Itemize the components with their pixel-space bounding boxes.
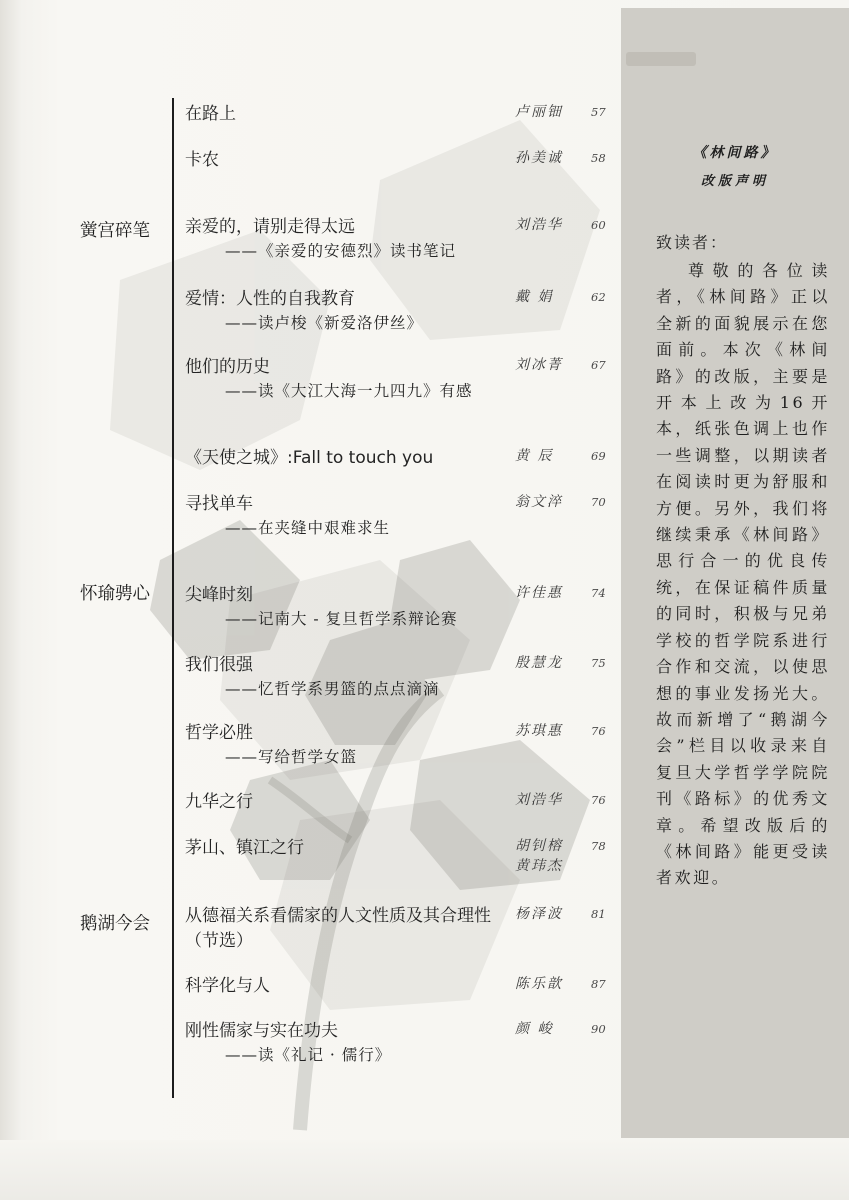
entry-author: 翁文淬 xyxy=(515,494,563,510)
toc-entry[interactable] xyxy=(185,904,615,984)
entry-author: 殷慧龙 xyxy=(515,655,563,671)
entry-author: 胡钊榕 黄玮杰 xyxy=(515,838,563,874)
entry-title: 茅山、镇江之行 xyxy=(185,838,304,858)
entry-subtitle: ——《亲爱的安德烈》读书笔记 xyxy=(225,242,457,260)
entry-author: 戴 娟 xyxy=(515,289,554,305)
entry-title: 他们的历史 xyxy=(185,357,270,377)
notice-body: 尊敬的各位读者，《林间路》正以全新的面貌展示在您面前。本次《林间路》的改版，主要是开本上改为16开本，纸张色调上也作一些调整，以期读者在阅读时更为舒服和方便。另外，我们将继续秉承《林间路》思行合一的优良传统，在保证稿件质量的同时，积极与兄弟学校的哲学院系进行合作和交流，以使思想的事业发扬光大。故而新增了“鹅湖今会”栏目以收录来自复旦大学哲学学院院刊《路标》的优秀文章。希望改版后的《林间路》能更受读者欢迎。 xyxy=(656,261,830,888)
entry-subtitle: ——读《大江大海一九四九》有感 xyxy=(225,382,473,400)
entry-subtitle: ——忆哲学系男篮的点点滴滴 xyxy=(225,680,440,698)
entry-title: 亲爱的，请别走得太远 xyxy=(185,217,355,237)
entry-author: 杨泽波 xyxy=(515,906,563,922)
entry-title: 从德福关系看儒家的人文性质及其合理性（节选） xyxy=(185,906,491,951)
notice-greeting: 致读者： xyxy=(656,233,729,252)
notice-subtitle: 改版声明 xyxy=(700,174,769,189)
entry-page: 69 xyxy=(591,449,606,463)
notice-title: 《林间路》 xyxy=(692,145,778,161)
entry-subtitle: ——在夹缝中艰难求生 xyxy=(225,519,391,537)
entry-subtitle: ——读《礼记 · 儒行》 xyxy=(225,1046,392,1064)
entry-page: 76 xyxy=(591,793,606,807)
entry-title: 我们很强 xyxy=(185,655,253,675)
entry-page: 74 xyxy=(591,586,606,600)
sidebar-header-mark xyxy=(626,52,696,66)
entry-page: 67 xyxy=(591,358,606,372)
entry-author: 卢丽钿 xyxy=(515,104,563,120)
entry-title: 在路上 xyxy=(185,104,236,124)
entry-author: 孙美诚 xyxy=(515,150,563,166)
entry-author: 刘冰菁 xyxy=(515,357,563,373)
vertical-divider xyxy=(172,98,174,1098)
entry-page: 87 xyxy=(591,977,606,991)
entry-author: 陈乐歆 xyxy=(515,976,563,992)
entry-page: 81 xyxy=(591,907,606,921)
toc-entry[interactable] xyxy=(185,355,615,435)
section-label: 怀瑜骋心 xyxy=(80,584,150,604)
toc-entry[interactable] xyxy=(185,583,615,663)
entry-page: 90 xyxy=(591,1022,606,1036)
section-label: 黉宫碎笔 xyxy=(80,221,150,241)
entry-title: 卡农 xyxy=(185,150,219,170)
entry-author: 刘浩华 xyxy=(515,217,563,233)
toc-entry[interactable] xyxy=(185,215,615,295)
entry-title: 尖峰时刻 xyxy=(185,585,253,605)
entry-author: 刘浩华 xyxy=(515,792,563,808)
entry-page: 60 xyxy=(591,218,606,232)
entry-page: 62 xyxy=(591,290,606,304)
toc-entry[interactable] xyxy=(185,492,615,572)
entry-author: 黄 辰 xyxy=(515,448,554,464)
entry-page: 57 xyxy=(591,105,606,119)
entry-author: 苏琪惠 xyxy=(515,723,563,739)
entry-title: 九华之行 xyxy=(185,792,253,812)
entry-page: 70 xyxy=(591,495,606,509)
section-label: 鹅湖今会 xyxy=(80,914,150,934)
page-bottom-shade xyxy=(0,1140,849,1200)
entry-page: 75 xyxy=(591,656,606,670)
entry-subtitle: ——记南大 - 复旦哲学系辩论赛 xyxy=(225,610,458,628)
entry-title: 《天使之城》:Fall to touch you xyxy=(185,448,434,468)
entry-page: 78 xyxy=(591,839,606,853)
entry-title: 刚性儒家与实在功夫 xyxy=(185,1021,338,1041)
toc-entry[interactable] xyxy=(185,721,615,801)
entry-page: 76 xyxy=(591,724,606,738)
entry-title: 哲学必胜 xyxy=(185,723,253,743)
entry-author: 颜 峻 xyxy=(515,1021,554,1037)
entry-author: 许佳惠 xyxy=(515,585,563,601)
entry-page: 58 xyxy=(591,151,606,165)
entry-subtitle: ——写给哲学女篮 xyxy=(225,748,358,766)
entry-title: 科学化与人 xyxy=(185,976,270,996)
entry-subtitle: ——读卢梭《新爱洛伊丝》 xyxy=(225,314,424,332)
entry-title: 寻找单车 xyxy=(185,494,253,514)
entry-title: 爱情：人性的自我教育 xyxy=(185,289,355,309)
toc-entry[interactable] xyxy=(185,1019,615,1099)
